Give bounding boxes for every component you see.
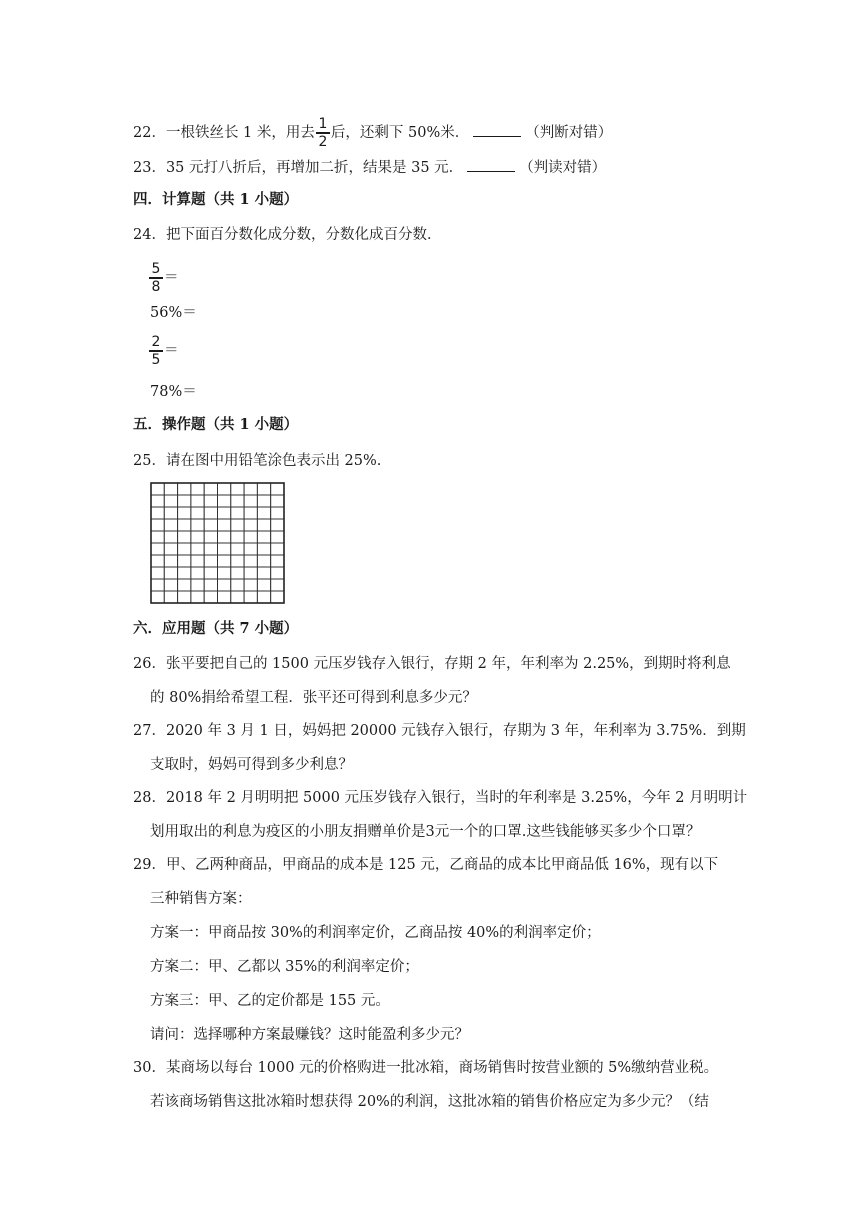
question-hint: （判读对错） [519, 160, 607, 176]
grid-cell[interactable] [244, 483, 257, 495]
grid-cell[interactable] [204, 543, 217, 555]
grid-cell[interactable] [204, 555, 217, 567]
question-number: 23． [133, 160, 166, 176]
grid-cell[interactable] [231, 591, 244, 603]
question-text: 请在图中用铅笔涂色表示出 25%. [165, 453, 382, 469]
section-heading-6: 六．应用题（共 7 小题） [133, 620, 299, 637]
question-29-cont: 三种销售方案： [150, 891, 252, 907]
grid-cell[interactable] [271, 531, 284, 543]
question-number: 26． [133, 656, 166, 672]
grid-cell[interactable] [257, 531, 270, 543]
fraction-numerator: 5 [151, 261, 161, 278]
grid-cell[interactable] [164, 567, 177, 579]
grid-cell[interactable] [257, 579, 270, 591]
grid-cell[interactable] [257, 507, 270, 519]
grid-cell[interactable] [257, 543, 270, 555]
grid-cell[interactable] [271, 591, 284, 603]
grid-cell[interactable] [164, 495, 177, 507]
fraction-one-half [316, 117, 330, 149]
grid-cell[interactable] [218, 495, 231, 507]
grid-cell[interactable] [257, 567, 270, 579]
grid-cell[interactable] [164, 483, 177, 495]
question-28 [133, 788, 747, 808]
grid-cell[interactable] [151, 555, 164, 567]
fraction-denominator: 2 [318, 133, 328, 150]
question-text: 甲、乙两种商品，甲商品的成本是 125 元，乙商品的成本比甲商品低 16%，现有以下 [165, 857, 719, 873]
grid-cell[interactable] [151, 591, 164, 603]
question-27 [133, 721, 746, 741]
grid-cell[interactable] [191, 483, 204, 495]
grid-cell[interactable] [191, 507, 204, 519]
q24-item-1 [148, 260, 179, 296]
question-28-cont: 划用取出的利息为疫区的小朋友捐赠单价是3元一个的口罩.这些钱能够买多少个口罩？ [150, 824, 701, 840]
grid-cell[interactable] [257, 555, 270, 567]
question-number: 25． [133, 453, 166, 469]
grid-cell[interactable] [204, 567, 217, 579]
grid-cell[interactable] [218, 579, 231, 591]
grid-cell[interactable] [218, 555, 231, 567]
grid-cell[interactable] [164, 591, 177, 603]
grid-cell[interactable] [244, 591, 257, 603]
question-22 [133, 117, 612, 149]
plan-1: 方案一：甲商品按 30%的利润率定价，乙商品按 40%的利润率定价； [150, 925, 601, 941]
grid-cell[interactable] [204, 591, 217, 603]
grid-cell[interactable] [271, 507, 284, 519]
grid-cell[interactable] [218, 507, 231, 519]
grid-cell[interactable] [231, 495, 244, 507]
question-number: 27． [133, 723, 166, 739]
grid-cell[interactable] [164, 555, 177, 567]
question-text: 2020 年 3 月 1 日，妈妈把 20000 元钱存入银行，存期为 3 年，年利率为 3.75%．到期 [165, 723, 746, 739]
fraction-numerator: 2 [151, 334, 161, 351]
grid-cell[interactable] [231, 543, 244, 555]
fraction-numerator: 1 [318, 116, 328, 132]
grid-cell[interactable] [178, 543, 191, 555]
grid-cell[interactable] [178, 483, 191, 495]
grid-cell[interactable] [191, 555, 204, 567]
grid-cell[interactable] [231, 531, 244, 543]
grid-cell[interactable] [164, 531, 177, 543]
grid-cell[interactable] [271, 567, 284, 579]
grid-cell[interactable] [151, 579, 164, 591]
question-text: 把下面百分数化成分数，分数化成百分数． [165, 227, 442, 243]
q24-item-4: 78%＝ [150, 384, 197, 400]
question-number: 28． [133, 790, 166, 806]
grid-cell[interactable] [271, 483, 284, 495]
grid-cell[interactable] [151, 531, 164, 543]
grid-cell[interactable] [204, 519, 217, 531]
question-number: 29． [133, 857, 166, 873]
grid-cell[interactable] [191, 543, 204, 555]
grid-cell[interactable] [231, 519, 244, 531]
question-text: 2018 年 2 月明明把 5000 元压岁钱存入银行，当时的年利率是 3.25%，今年 2 月明明计 [165, 790, 748, 806]
answer-blank[interactable] [473, 122, 521, 137]
question-26-cont: 的 80%捐给希望工程．张平还可得到利息多少元？ [150, 690, 477, 706]
grid-cell[interactable] [231, 555, 244, 567]
grid-cell[interactable] [178, 495, 191, 507]
equals-sign: ＝ [164, 270, 179, 286]
question-29 [133, 855, 718, 875]
question-text: 后，还剩下 50%米． [330, 124, 470, 141]
grid-cell[interactable] [257, 495, 270, 507]
grid-cell[interactable] [178, 507, 191, 519]
grid-cell[interactable] [271, 555, 284, 567]
grid-cell[interactable] [244, 495, 257, 507]
question-text: 张平要把自己的 1500 元压岁钱存入银行，存期 2 年，年利率为 2.25%，到期时将利息 [165, 656, 731, 672]
grid-cell[interactable] [257, 591, 270, 603]
grid-cell[interactable] [271, 519, 284, 531]
grid-cell[interactable] [204, 531, 217, 543]
section-heading-5: 五．操作题（共 1 小题） [133, 416, 299, 433]
grid-cell[interactable] [164, 543, 177, 555]
grid-cell[interactable] [244, 507, 257, 519]
grid-cell[interactable] [218, 567, 231, 579]
grid-cell[interactable] [204, 579, 217, 591]
fraction-five-eighths [149, 262, 163, 294]
question-27-cont: 支取时，妈妈可得到多少利息？ [150, 757, 353, 773]
grid-cell[interactable] [191, 531, 204, 543]
grid-cell[interactable] [151, 567, 164, 579]
fraction-two-fifths [149, 335, 163, 367]
grid-cell[interactable] [191, 567, 204, 579]
grid-cell[interactable] [218, 483, 231, 495]
grid-cell[interactable] [191, 519, 204, 531]
q24-item-3 [148, 333, 179, 369]
equals-sign: ＝ [164, 343, 179, 359]
grid-cell[interactable] [204, 483, 217, 495]
grid-cell[interactable] [271, 495, 284, 507]
grid-cell[interactable] [244, 567, 257, 579]
question-26 [133, 654, 731, 674]
grid-cell[interactable] [257, 483, 270, 495]
fraction-denominator: 8 [151, 278, 161, 295]
grid-cell[interactable] [271, 579, 284, 591]
question-number: 24． [133, 227, 166, 243]
hundred-square-grid[interactable] [150, 482, 285, 604]
grid-cell[interactable] [164, 579, 177, 591]
grid-cell[interactable] [178, 519, 191, 531]
grid-cell[interactable] [151, 483, 164, 495]
grid-cell[interactable] [151, 519, 164, 531]
grid-cell[interactable] [178, 555, 191, 567]
question-number: 30． [133, 1060, 166, 1076]
grid-cell[interactable] [218, 519, 231, 531]
q24-item-2: 56%＝ [150, 305, 197, 321]
grid-cell[interactable] [257, 519, 270, 531]
question-30-cont: 若该商场销售这批冰箱时想获得 20%的利润，这批冰箱的销售价格应定为多少元？（结 [150, 1094, 709, 1110]
grid-cell[interactable] [151, 507, 164, 519]
grid-cell[interactable] [231, 567, 244, 579]
question-24 [133, 225, 441, 245]
question-30 [133, 1058, 718, 1078]
grid-cell[interactable] [178, 591, 191, 603]
question-number: 22． [133, 124, 166, 141]
question-text: 一根铁丝长 1 米，用去 [165, 124, 315, 141]
grid-cell[interactable] [164, 519, 177, 531]
section-heading-4: 四．计算题（共 1 小题） [133, 191, 299, 208]
question-29-ask: 请问：选择哪种方案最赚钱？这时能盈利多少元？ [150, 1027, 469, 1043]
question-text: 35 元打八折后，再增加二折，结果是 35 元． [165, 160, 464, 176]
grid-cell[interactable] [204, 495, 217, 507]
grid-cell[interactable] [231, 507, 244, 519]
plan-3: 方案三：甲、乙的定价都是 155 元。 [150, 993, 390, 1009]
grid-cell[interactable] [231, 483, 244, 495]
grid-cell[interactable] [178, 579, 191, 591]
grid-cell[interactable] [244, 531, 257, 543]
grid-cell[interactable] [244, 519, 257, 531]
grid-cell[interactable] [204, 507, 217, 519]
grid-cell[interactable] [191, 495, 204, 507]
grid-cell[interactable] [271, 543, 284, 555]
question-text: 某商场以每台 1000 元的价格购进一批冰箱，商场销售时按营业额的 5%缴纳营业税。 [165, 1060, 719, 1076]
grid-cell[interactable] [244, 555, 257, 567]
grid-cell[interactable] [244, 579, 257, 591]
grid-cell[interactable] [178, 531, 191, 543]
grid-cell[interactable] [178, 567, 191, 579]
grid-cell[interactable] [218, 591, 231, 603]
grid-cell[interactable] [151, 543, 164, 555]
grid-cell[interactable] [164, 507, 177, 519]
grid-cell[interactable] [231, 579, 244, 591]
question-23 [133, 157, 606, 178]
plan-2: 方案二：甲、乙都以 35%的利润率定价； [150, 959, 419, 975]
question-hint: （判断对错） [525, 124, 613, 141]
grid-cell[interactable] [218, 531, 231, 543]
grid-cell[interactable] [218, 543, 231, 555]
grid-cell[interactable] [191, 579, 204, 591]
question-25 [133, 451, 381, 471]
grid-cell[interactable] [191, 591, 204, 603]
grid-cell[interactable] [244, 543, 257, 555]
fraction-denominator: 5 [151, 351, 161, 368]
grid-cell[interactable] [151, 495, 164, 507]
answer-blank[interactable] [467, 157, 515, 172]
